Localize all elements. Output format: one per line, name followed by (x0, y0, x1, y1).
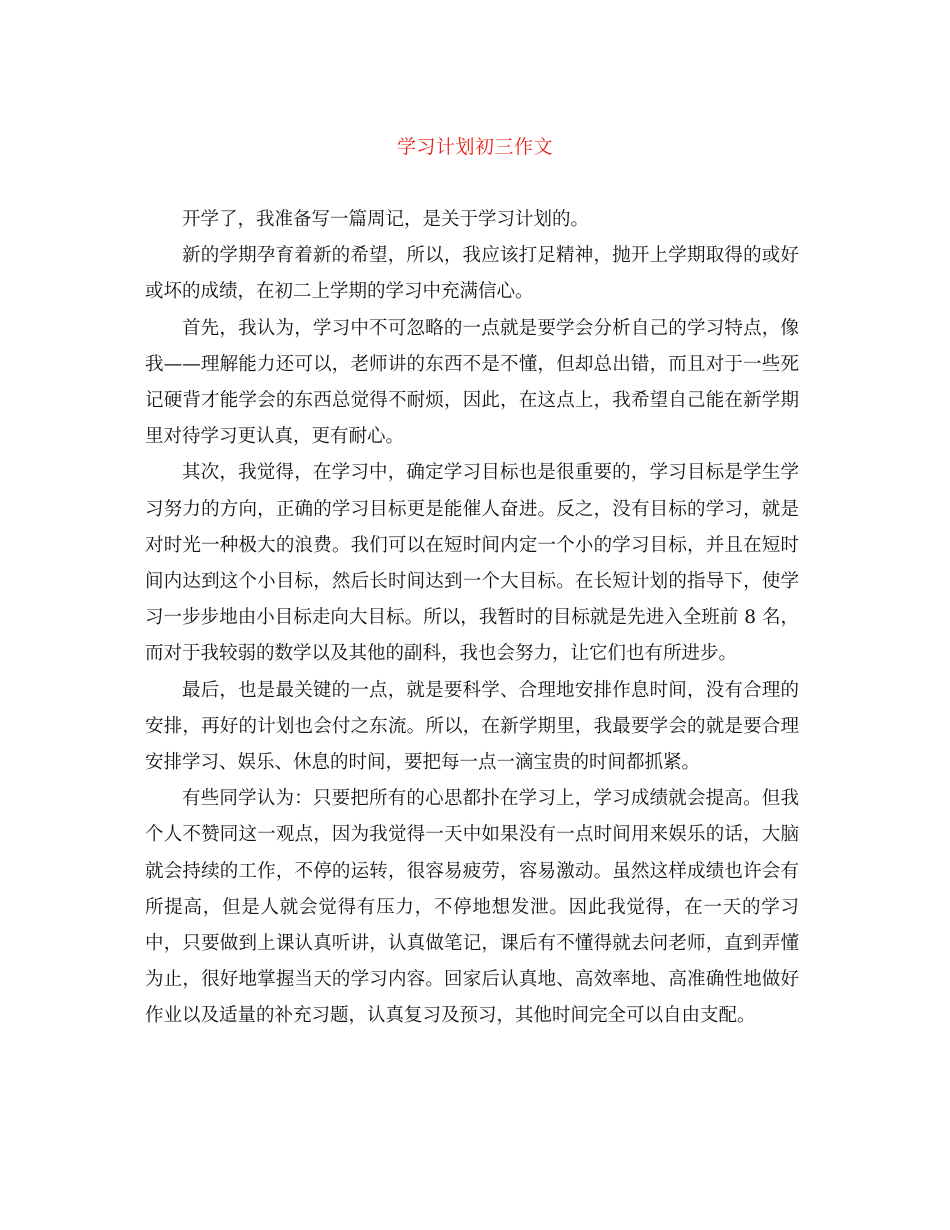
paragraph-opinion: 有些同学认为：只要把所有的心思都扑在学习上，学习成绩就会提高。但我个人不赞同这一观点，因为我觉得一天中如果没有一点时间用来娱乐的话，大脑就会持续的工作，不停的运转，很容易疲劳，容易激动。虽然这样成绩也许会有所提高，但是人就会觉得有压力，不停地想发泄。因此我觉得，在一天的学习中，只要做到上课认真听讲，认真做笔记，课后有不懂得就去问老师，直到弄懂为止，很好地掌握当天的学习内容。回家后认真地、高效率地、高准确性地做好作业以及适量的补充习题，认真复习及预习，其他时间完全可以自由支配。 (145, 788, 799, 1027)
paragraph-intro: 开学了，我准备写一篇周记，是关于学习计划的。 (182, 209, 590, 230)
paragraph-first: 首先，我认为，学习中不可忽略的一点就是要学会分析自己的学习特点，像我——理解能力还可以，老师讲的东西不是不懂，但却总出错，而且对于一些死记硬背才能学会的东西总觉得不耐烦，因此，在这点上，我希望自己能在新学期里对待学习更认真，更有耐心。 (145, 317, 799, 448)
paragraph-new-semester: 新的学期孕育着新的希望，所以，我应该打足精神，抛开上学期取得的或好或坏的成绩，在初二上学期的学习中充满信心。 (145, 245, 799, 303)
paragraph-second: 其次，我觉得，在学习中，确定学习目标也是很重要的，学习目标是学生学习努力的方向，正确的学习目标更是能催人奋进。反之，没有目标的学习，就是对时光一种极大的浪费。我们可以在短时间内定一个小的学习目标，并且在短时间内达到这个小目标，然后长时间达到一个大目标。在长短计划的指导下，使学习一步步地由小目标走向大目标。所以，我暂时的目标就是先进入全班前 8 名，而对于我较弱的数学以及其他的副科，我也会努力，让它们也有所进步。 (145, 462, 799, 665)
paragraph-last: 最后，也是最关键的一点，就是要科学、合理地安排作息时间，没有合理的安排，再好的计划也会付之东流。所以，在新学期里，我最要学会的就是要合理安排学习、娱乐、休息的时间，要把每一点一滴宝贵的时间都抓紧。 (145, 679, 799, 774)
document-title: 学习计划初三作文 (396, 136, 553, 158)
document-body (145, 202, 799, 1035)
